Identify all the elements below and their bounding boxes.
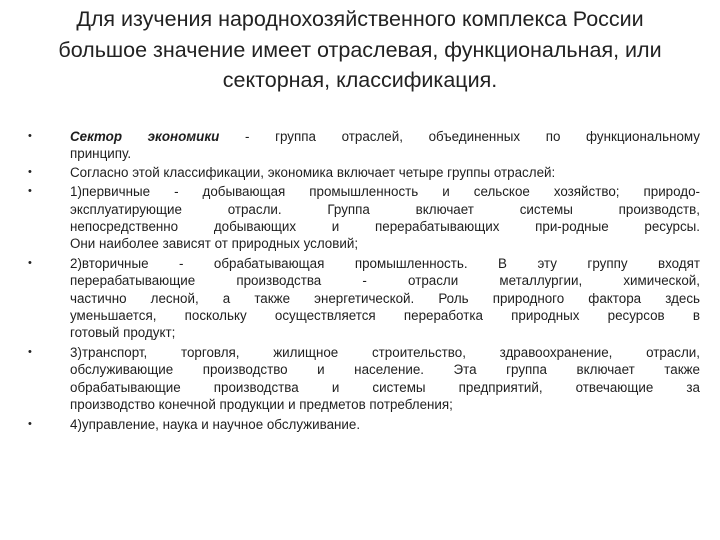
bullet-text: - группа отраслей, объединенных по функциональному — [219, 129, 700, 144]
bullet-dot-icon: • — [28, 130, 32, 142]
bullet-emphasis: Сектор экономики — [70, 129, 220, 144]
bullet-line: принципу. — [70, 146, 132, 162]
bullet-item — [0, 183, 700, 253]
bullet-dot-icon: • — [28, 256, 32, 269]
bullet-line: готовый продукт; — [70, 325, 176, 341]
bullet-item — [0, 255, 700, 342]
bullet-line: Они наиболее зависят от природных условий; — [70, 236, 359, 252]
bullet-item — [0, 128, 700, 163]
bullet-line: непосредственно добывающих и перерабатывающих при-родные ресурсы. — [70, 219, 700, 235]
bullet-line: 4)управление, наука и научное обслуживание. — [70, 416, 361, 432]
bullet-line: 2)вторичные - обрабатывающая промышленность. В эту группу входят — [70, 255, 700, 271]
title-line: Для изучения народнохозяйственного комплекса России — [76, 7, 644, 31]
bullet-line: обрабатывающие производства и системы предприятий, отвечающие за — [70, 379, 700, 395]
bullet-line: эксплуатирующие отрасли. Группа включает системы производств, — [70, 201, 700, 217]
bullet-dot-icon: • — [28, 165, 32, 178]
bullet-line: производство конечной продукции и предметов потребления; — [70, 397, 453, 413]
bullet-line: 3)транспорт, торговля, жилищное строительство, здравоохранение, отрасли, — [70, 344, 700, 360]
bullet-line — [70, 128, 700, 145]
title-line: большое значение имеет отраслевая, функциональная, или — [58, 37, 662, 62]
slide-title — [40, 4, 680, 96]
bullet-list — [0, 128, 720, 433]
bullet-line: обслуживающие производство и население. Эта группа включает также — [70, 362, 700, 378]
bullet-line: перерабатывающие производства - отрасли металлургии, химической, — [70, 273, 700, 289]
bullet-line: уменьшается, поскольку осуществляется переработка природных ресурсов в — [70, 308, 700, 324]
bullet-line: 1)первичные - добывающая промышленность и сельское хозяйство; природо- — [70, 184, 700, 200]
bullet-item — [0, 416, 700, 433]
bullet-item — [0, 164, 700, 181]
bullet-line: частично лесной, а также энергетической. Роль природного фактора здесь — [70, 290, 700, 306]
bullet-dot-icon: • — [28, 417, 32, 430]
bullet-line: Согласно этой классификации, экономика включает четыре группы отраслей: — [70, 164, 556, 180]
bullet-dot-icon: • — [28, 185, 32, 198]
bullet-item — [0, 344, 700, 414]
bullet-dot-icon: • — [28, 345, 32, 358]
title-line: секторная, классификация. — [222, 68, 498, 92]
